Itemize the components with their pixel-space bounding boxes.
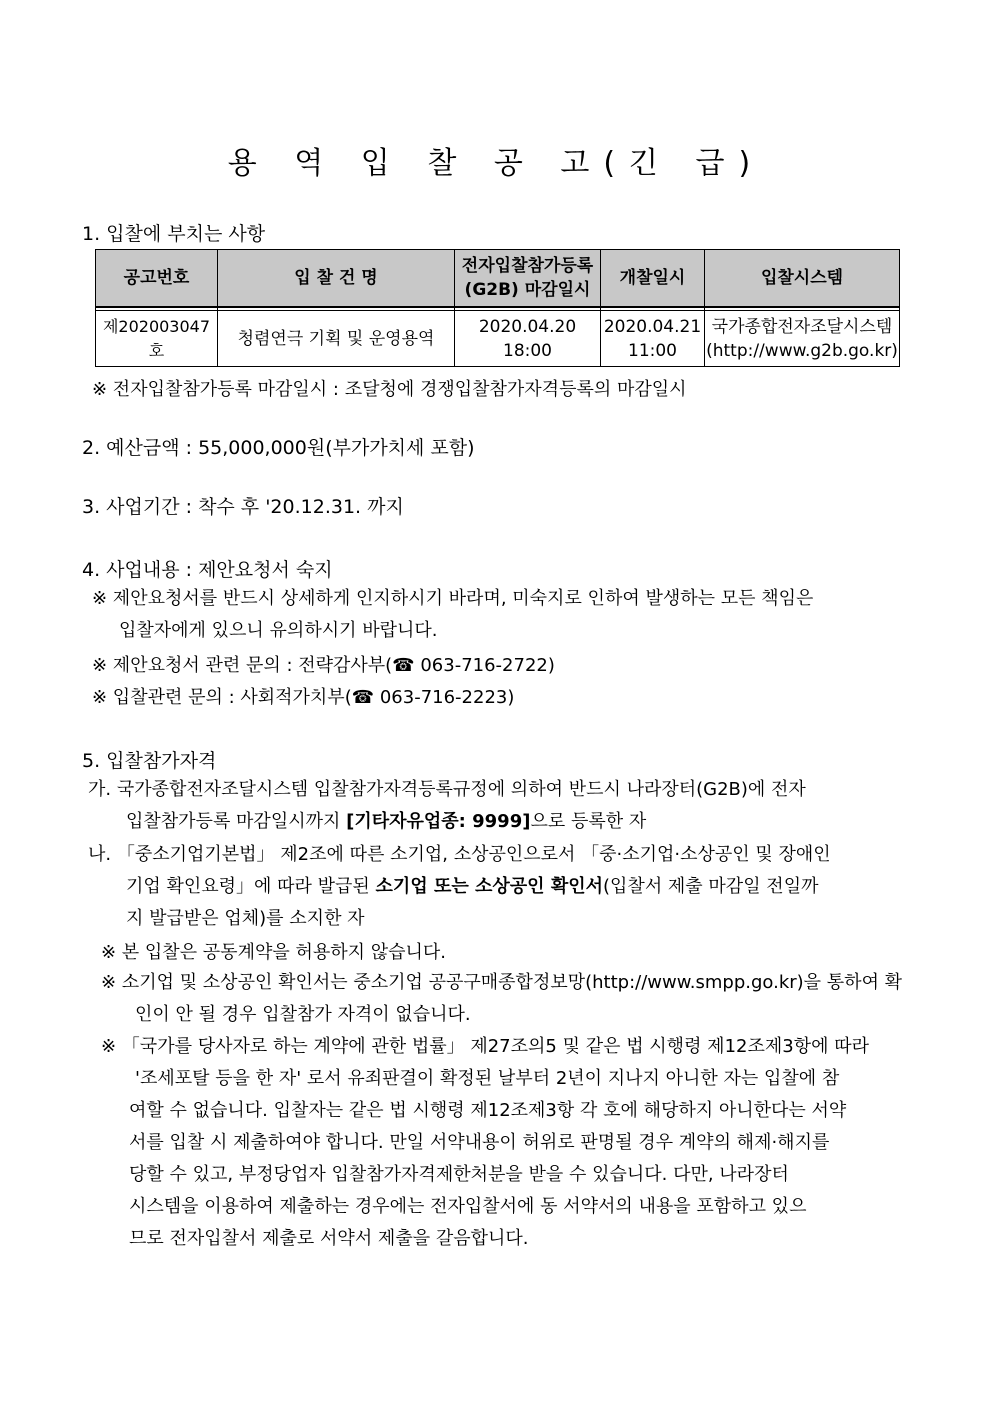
section5-item-na: 나. 「중소기업기본법」 제2조에 따른 소기업, 소상공인으로서 「중·소기업·소상공인 및 장애인 기업 확인요령」에 따라 발급된 소기업 또는 소상공인 확인서(입찰서 제출 마감일 전일까 지 발급받은 업체)를 소지한 자 [88, 844, 831, 929]
section5-note-1: ※ 본 입찰은 공동계약을 허용하지 않습니다. [101, 942, 447, 963]
section4-heading: 4. 사업내용 : 제안요청서 숙지 [82, 559, 333, 581]
section4-note-3: ※ 입찰관련 문의 : 사회적가치부(☎ 063-716-2223) [92, 687, 515, 708]
section5-note-3: ※ 「국가를 당사자로 하는 계약에 관한 법률」 제27조의5 및 같은 법 시행령 제12조제3항에 따라 '조세포탈 등을 한 자' 로서 유죄판결이 확정된 날부터 2년이 지나지 아니한 자는 입찰에 참 여할 수 없습니다. 입찰자는 같은 법 시행령 제12조제3항 각 호에 해당하지 아니한다는 서약 서를 입찰 시 제출하여야 합니다. 만일 서약내용이 허위로 판명될 경우 계약의 해제·해지를 당할 수 있고, 부정당업자 입찰참가자격제한처분을 받을 수 있습니다. 다만, 나라장터 시스템을 이용하여 제출하는 경우에는 전자입찰서에 동 서약서의 내용을 포함하고 있으 므로 전자입찰서 제출로 서약서 제출을 갈음합니다. [101, 1036, 869, 1249]
header-open-date: 개찰일시 [601, 250, 705, 308]
cell-open-date: 2020.04.21 11:00 [601, 311, 705, 367]
section1-heading: 1. 입찰에 부치는 사항 [82, 223, 266, 245]
cell-notice-no: 제202003047호 [96, 311, 218, 367]
cell-bid-name: 청렴연극 기획 및 운영용역 [218, 311, 455, 367]
header-notice-no: 공고번호 [96, 250, 218, 308]
section5-note-2: ※ 소기업 및 소상공인 확인서는 중소기업 공공구매종합정보망(http://www.smpp.go.kr)을 통하여 확 인이 안 될 경우 입찰참가 자격이 없습니다. [101, 972, 903, 1025]
page-title: 용 역 입 찰 공 고(긴 급) [227, 146, 765, 181]
table-header-row [96, 250, 900, 308]
table-row [96, 311, 900, 367]
header-bid-name: 입 찰 건 명 [218, 250, 455, 308]
cell-deadline: 2020.04.20 18:00 [455, 311, 601, 367]
cell-system: 국가종합전자조달시스템 (http://www.g2b.go.kr) [705, 311, 900, 367]
header-system: 입찰시스템 [705, 250, 900, 308]
section2-heading: 2. 예산금액 : 55,000,000원(부가가치세 포함) [82, 437, 475, 459]
section4-note-2: ※ 제안요청서 관련 문의 : 전략감사부(☎ 063-716-2722) [92, 655, 555, 676]
bid-table [95, 249, 900, 367]
header-deadline: 전자입찰참가등록 (G2B) 마감일시 [455, 250, 601, 308]
section5-heading: 5. 입찰참가자격 [82, 750, 217, 772]
section1-note: ※ 전자입찰참가등록 마감일시 : 조달청에 경쟁입찰참가자격등록의 마감일시 [92, 379, 687, 400]
section5-item-ga: 가. 국가종합전자조달시스템 입찰참가자격등록규정에 의하여 반드시 나라장터(G2B)에 전자 입찰참가등록 마감일시까지 [기타자유업종: 9999]으로 등록한 자 [88, 779, 806, 832]
section4-note-1: ※ 제안요청서를 반드시 상세하게 인지하시기 바라며, 미숙지로 인하여 발생하는 모든 책임은 입찰자에게 있으니 유의하시기 바랍니다. [92, 588, 814, 641]
section3-heading: 3. 사업기간 : 착수 후 '20.12.31. 까지 [82, 496, 404, 518]
